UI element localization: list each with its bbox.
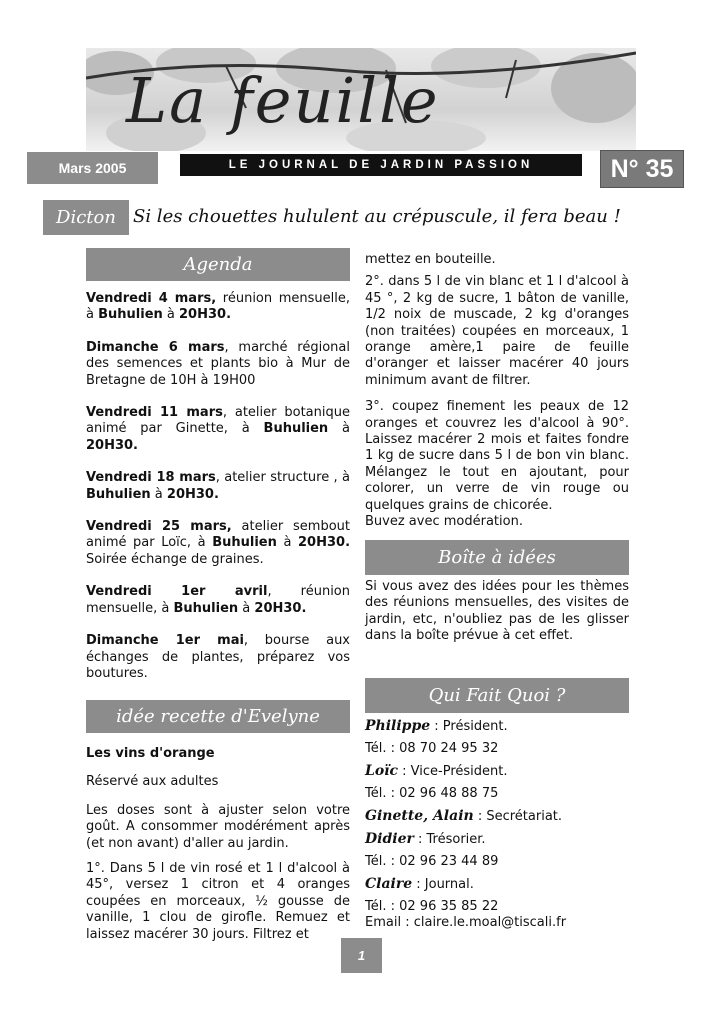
agenda-item: Vendredi 1er avril, réunion mensuelle, à Buhulien à 20H30.	[86, 584, 350, 616]
page-number: 1	[341, 938, 382, 973]
agenda-item: Vendredi 4 mars, réunion mensuelle, à Buhulien à 20H30.	[86, 291, 350, 323]
recette-intro-text: Les doses sont à ajuster selon votre goût. A consommer modérément après (et non avant) d'aller au jardin.	[86, 802, 350, 851]
person-entry: Philippe : Président.	[365, 718, 508, 734]
recette-heading: idée recette d'Evelyne	[86, 700, 350, 733]
header-banner	[86, 48, 636, 151]
recette-title: Les vins d'orange	[86, 746, 215, 761]
person-entry: Ginette, Alain : Secrétariat.	[365, 808, 563, 824]
agenda-item: Vendredi 11 mars, atelier botanique animé par Ginette, à Buhulien à 20H30.	[86, 405, 350, 453]
agenda-item: Dimanche 6 mars, marché régional des semences et plants bio à Mur de Bretagne de 10H à 19H00	[86, 339, 350, 388]
person-entry: Loïc : Vice-Président.	[365, 763, 508, 779]
agenda-item: Vendredi 25 mars, atelier sembout animé par Loïc, à Buhulien à 20H30. Soirée échange de graines.	[86, 519, 351, 567]
person-phone: Tél. : 02 96 23 44 89	[365, 854, 499, 869]
boite-heading: Boîte à idées	[365, 540, 629, 575]
dicton-label: Dicton	[43, 200, 129, 235]
agenda-heading: Agenda	[86, 248, 350, 281]
journal-subtitle: LE JOURNAL DE JARDIN PASSION	[180, 154, 582, 176]
qui-list	[365, 718, 629, 931]
qui-heading: Qui Fait Quoi ?	[365, 678, 629, 713]
recette-step-3: 3°. coupez finement les peaux de 12 oranges et couvrez les d'alcool à 90°. Laissez macérer 2 mois et faites fondre 1 kg de sucre dans 5 l de bon vin blanc. Mélangez le tout en ajoutant, pour colorer, un verre de vin rouge ou quelques grains de chicorée.	[365, 399, 629, 513]
agenda-list	[86, 291, 350, 694]
person-entry: Claire : Journal.	[365, 876, 474, 892]
recette-closing: Buvez avec modération.	[365, 514, 523, 530]
recette-step-1: 1°. Dans 5 l de vin rosé et 1 l d'alcool à 45°, versez 1 citron et 4 oranges coupées en morceaux, ½ gousse de vanille, 1 clou de girofle. Remuez et laissez macérer 30 jours. Filtrez et	[86, 861, 350, 942]
agenda-item: Dimanche 1er mai, bourse aux échanges de plantes, préparez vos boutures.	[86, 633, 350, 681]
agenda-item: Vendredi 18 mars, atelier structure , à Buhulien à 20H30.	[86, 470, 351, 502]
boite-text: Si vous avez des idées pour les thèmes des réunions mensuelles, des visites de jardin, etc, n'oubliez pas de les glisser dans la boîte prévue à cet effet.	[365, 579, 629, 644]
recette-body	[86, 746, 350, 955]
recette-continued	[365, 252, 629, 543]
journal-title: La feuille	[126, 64, 440, 137]
person-phone: Tél. : 02 96 35 85 22	[365, 899, 499, 914]
person-phone: Tél. : 02 96 48 88 75	[365, 786, 499, 801]
recette-step-2: 2°. dans 5 l de vin blanc et 1 l d'alcool à 45 °, 2 kg de sucre, 1 bâton de vanille, 1/2 noix de muscade, 2 kg d'oranges (non traitées) coupées en morceaux, 1 orange amère,1 paire de feuille d'oranger et laisser macérer 40 jours minimum avant de filtrer.	[365, 274, 629, 388]
issue-number: N° 35	[600, 150, 684, 188]
issue-date: Mars 2005	[27, 152, 158, 184]
recette-step-1-end: mettez en bouteille.	[365, 252, 496, 267]
dicton-text: Si les chouettes hululent au crépuscule, il fera beau !	[133, 206, 621, 227]
contact-email[interactable]: Email : claire.le.moal@tiscali.fr	[365, 915, 567, 930]
person-phone: Tél. : 08 70 24 95 32	[365, 741, 499, 756]
person-entry: Didier : Trésorier.	[365, 831, 486, 847]
recette-intro: Réservé aux adultes	[86, 774, 219, 790]
